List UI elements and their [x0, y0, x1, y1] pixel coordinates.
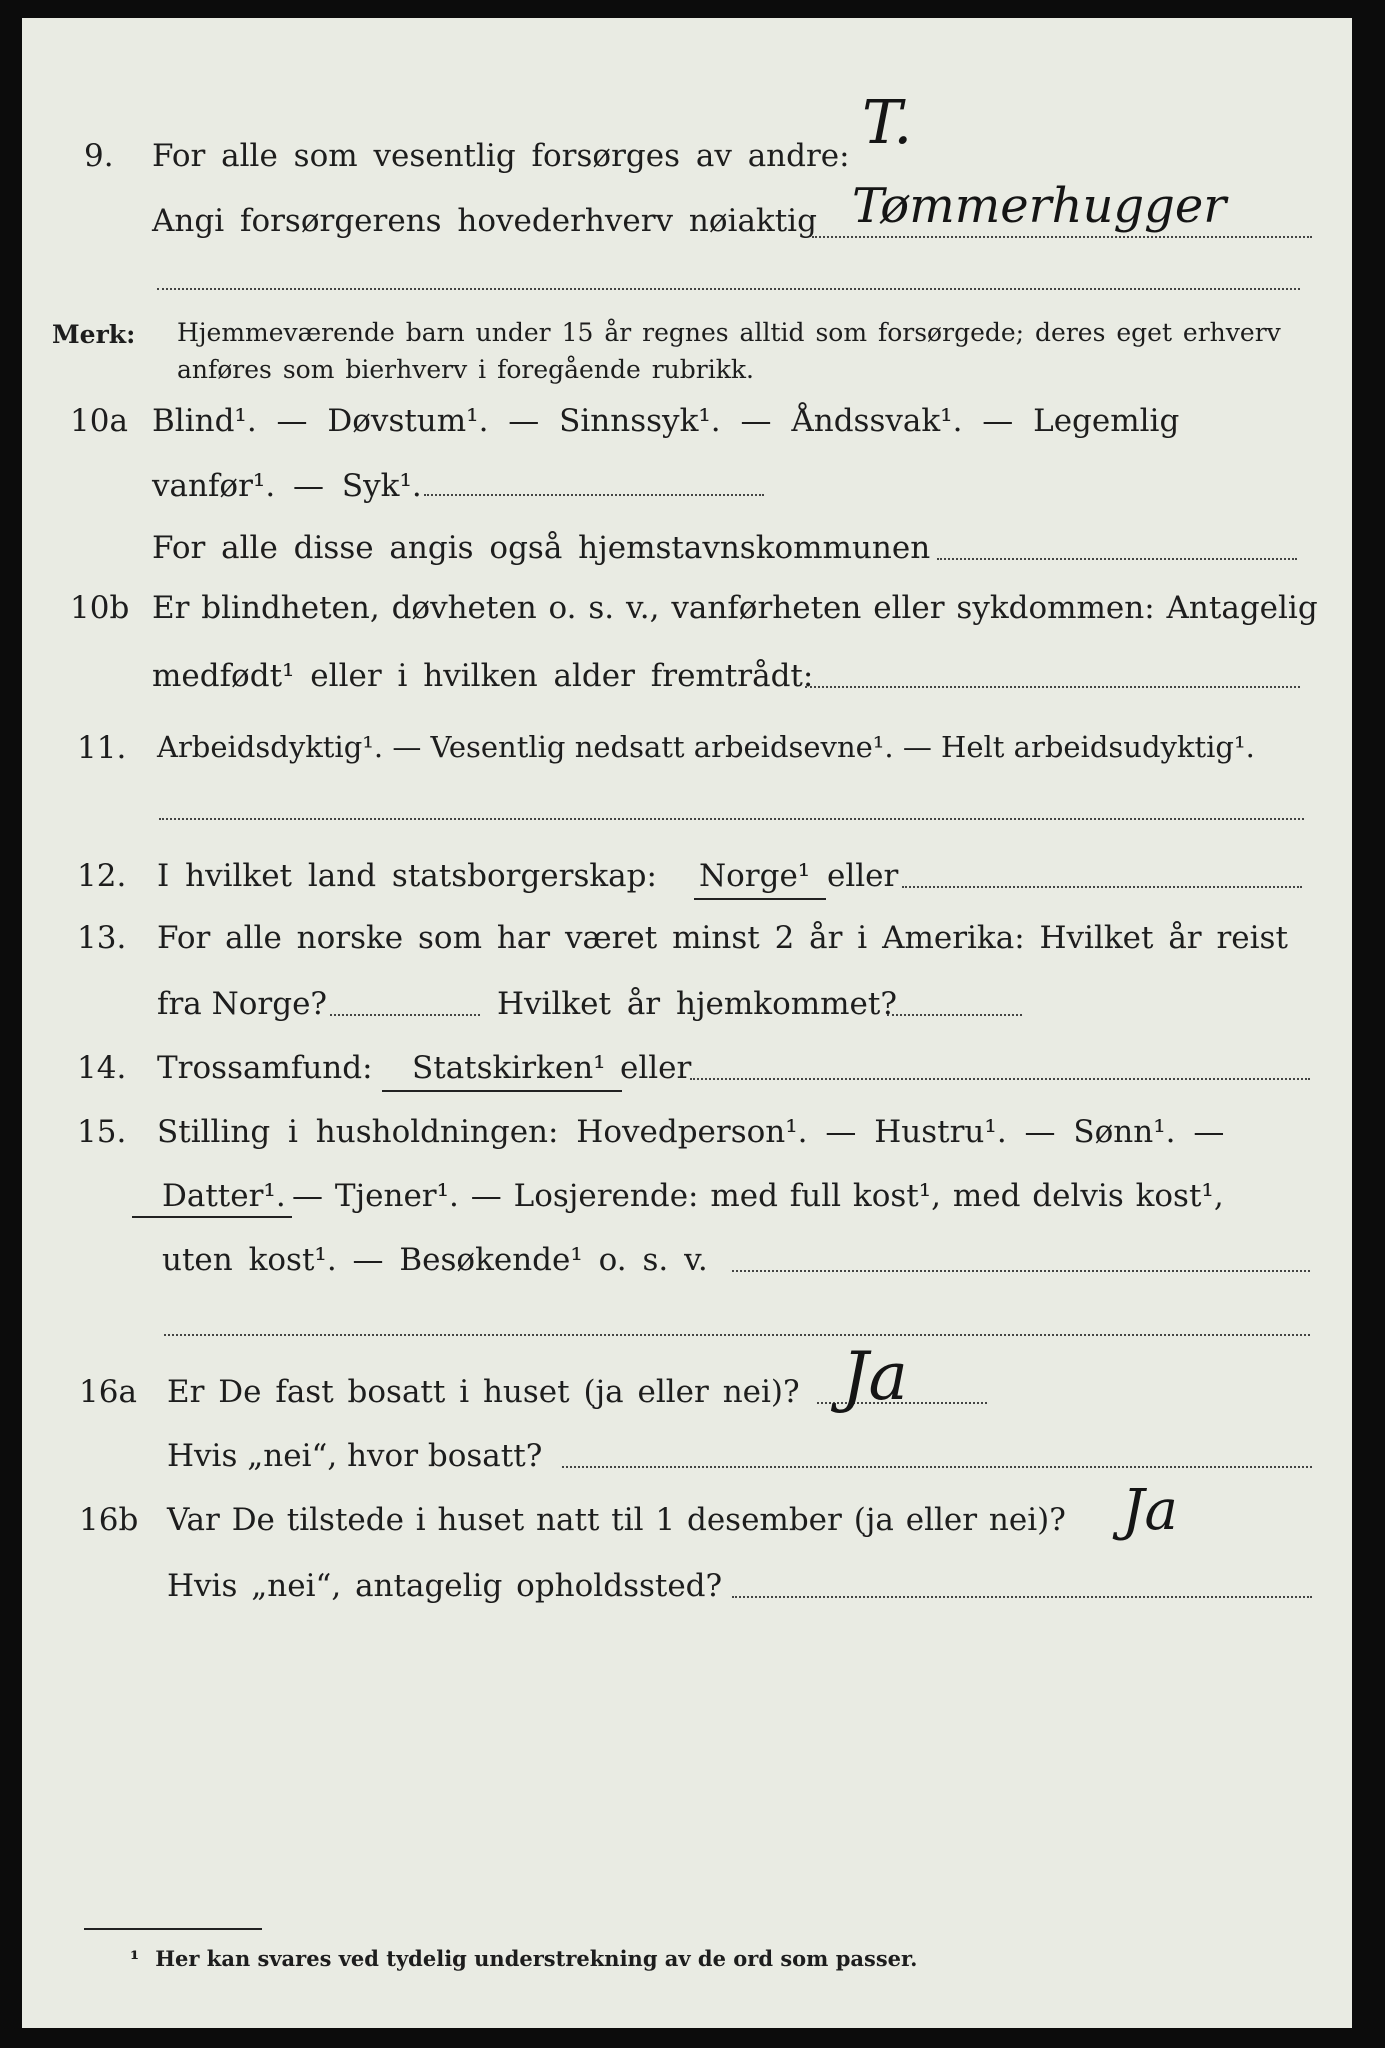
question-text: For alle norske som har været minst 2 år i Amerika: Hvilket år reist: [157, 920, 1288, 956]
question-text: uten kost¹. — Besøkende¹ o. s. v.: [162, 1242, 708, 1278]
question-text: eller: [827, 858, 899, 894]
question-text: Er De fast bosatt i huset (ja eller nei)?: [167, 1374, 800, 1410]
footnote: [130, 1946, 917, 1971]
question-number: 10b: [70, 590, 130, 626]
answer-line: [164, 1334, 1310, 1336]
question-text: medfødt¹ eller i hvilken alder fremtrådt:: [152, 658, 814, 694]
question-text: I hvilket land statsborgerskap:: [157, 858, 657, 894]
question-text: Stilling i husholdningen: Hovedperson¹. — Hustru¹. — Sønn¹. —: [157, 1114, 1225, 1150]
handwritten-answer: Ja: [1122, 1478, 1178, 1543]
question-text: — Tjener¹. — Losjerende: med full kost¹, med delvis kost¹,: [292, 1178, 1224, 1214]
question-text: Angi forsørgerens hovederhverv nøiaktig: [152, 203, 817, 239]
underlined-option: Norge¹: [699, 858, 811, 894]
answer-line: [330, 1014, 480, 1016]
question-number: 14.: [77, 1050, 127, 1086]
question-text: Er blindheten, døvheten o. s. v., vanførheten eller sykdommen: Antagelig: [152, 590, 1318, 626]
question-number: 9.: [84, 138, 114, 174]
question-text: Hvilket år hjemkommet?: [497, 986, 897, 1022]
handwritten-underline: [694, 898, 826, 900]
note-text: Hjemmeværende barn under 15 år regnes alltid som forsørgede; deres eget erhverv: [177, 318, 1281, 347]
note-label: Merk:: [52, 320, 136, 349]
footnote-text: Her kan svares ved tydelig understrekning av de ord som passer.: [155, 1946, 918, 1971]
question-number: 16b: [79, 1502, 139, 1538]
answer-line: [159, 818, 1304, 820]
question-number: 16a: [79, 1374, 137, 1410]
handwritten-underline: [382, 1090, 622, 1092]
question-text: Arbeidsdyktig¹. — Vesentlig nedsatt arbeidsevne¹. — Helt arbeidsudyktig¹.: [157, 730, 1255, 764]
question-number: 13.: [77, 920, 127, 956]
answer-line: [732, 1270, 1310, 1272]
handwritten-underline: [132, 1216, 292, 1218]
footnote-mark: ¹: [130, 1946, 140, 1971]
answer-line: [902, 886, 1302, 888]
footnote-divider: [84, 1928, 262, 1930]
answer-line: [887, 1014, 1022, 1016]
question-text: For alle som vesentlig forsørges av andre:: [152, 138, 850, 174]
question-number: 11.: [77, 730, 127, 766]
question-text: Var De tilstede i huset natt til 1 desember (ja eller nei)?: [167, 1502, 1066, 1538]
question-text: Hvis „nei“, hvor bosatt?: [167, 1438, 543, 1474]
question-text: fra Norge?: [157, 986, 328, 1022]
handwritten-answer: Tømmerhugger: [852, 178, 1227, 234]
underlined-option: Statskirken¹: [412, 1050, 606, 1086]
question-text: vanfør¹. — Syk¹.: [152, 468, 422, 504]
answer-line: [424, 494, 764, 496]
question-number: 12.: [77, 858, 127, 894]
question-number: 15.: [77, 1114, 127, 1150]
question-text: Trossamfund:: [157, 1050, 373, 1086]
handwritten-answer: Ja: [842, 1338, 908, 1415]
underlined-option: Datter¹.: [162, 1178, 286, 1214]
question-text: Hvis „nei“, antagelig opholdssted?: [167, 1568, 723, 1604]
answer-line: [157, 288, 1300, 290]
answer-line: [805, 686, 1300, 688]
question-text: Blind¹. — Døvstum¹. — Sinnssyk¹. — Åndssvak¹. — Legemlig: [152, 403, 1180, 439]
answer-line: [812, 236, 1312, 238]
answer-line: [562, 1466, 1312, 1468]
question-text: eller: [620, 1050, 692, 1086]
answer-line: [732, 1596, 1312, 1598]
question-text: For alle disse angis også hjemstavnskommunen: [152, 530, 931, 566]
answer-line: [937, 558, 1297, 560]
question-number: 10a: [70, 403, 128, 439]
answer-line: [690, 1078, 1310, 1080]
handwritten-answer: T.: [862, 88, 913, 158]
census-form-page: [22, 18, 1352, 2028]
note-text: anføres som bierhverv i foregående rubrikk.: [177, 355, 754, 384]
